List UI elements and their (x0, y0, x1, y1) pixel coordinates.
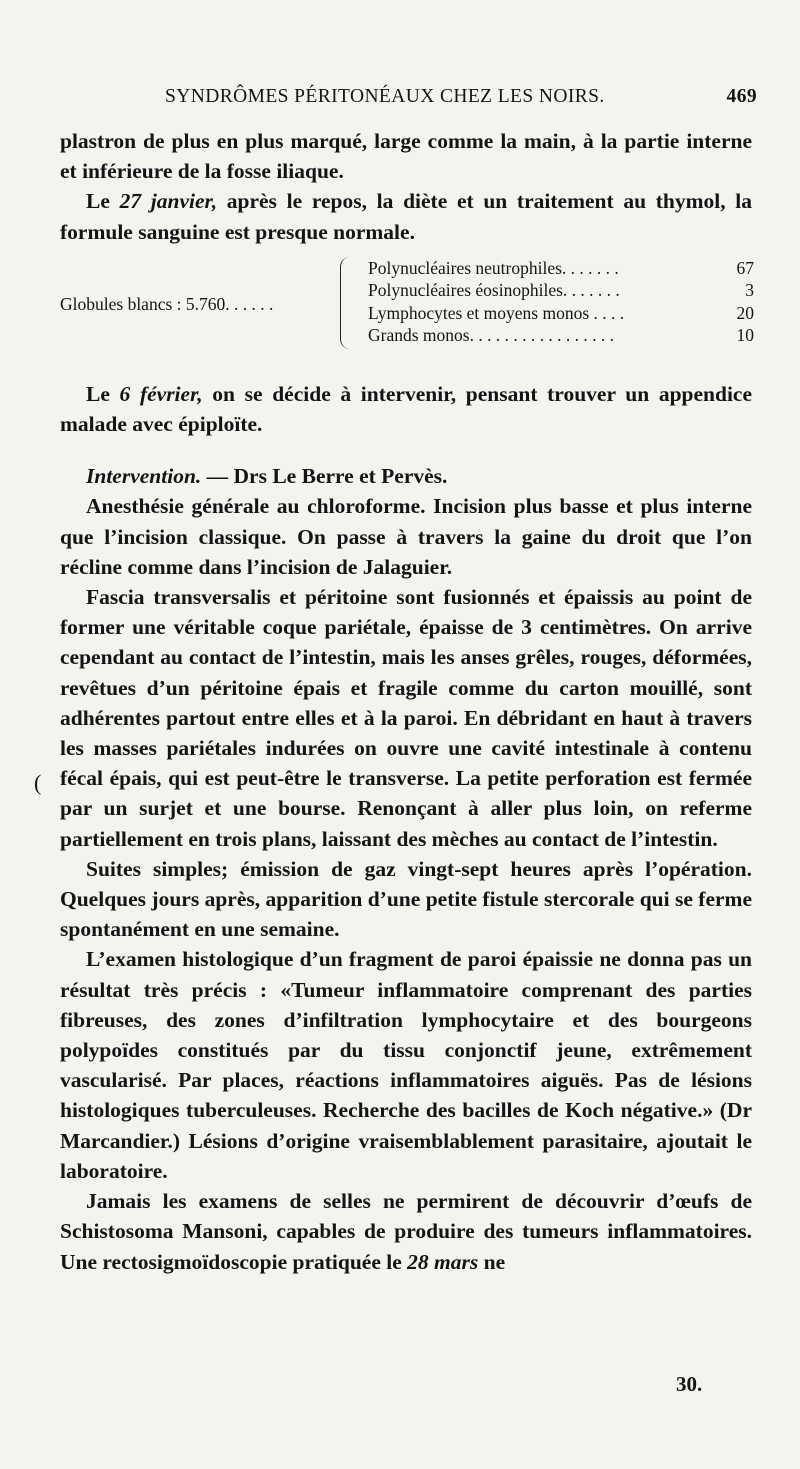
margin-mark: ( (34, 770, 42, 795)
formula-row-value: 3 (745, 280, 754, 301)
date-28-mars: 28 mars (407, 1249, 479, 1274)
running-header (165, 86, 757, 108)
paragraph-5: Anesthésie générale au chloroforme. Incision plus basse et plus interne que l’incision classique. On passe à travers la gaine du droit que l’on récline comme dans l’incision de Jalaguier. (60, 494, 752, 579)
para4-rest: — Drs Le Berre et Pervès. (201, 464, 448, 489)
body-text (60, 126, 752, 1277)
paragraph-8: L’examen histologique d’un fragment de paroi épaissie ne donna pas un résultat très précis : «Tumeur inflammatoire comprenant des parties fibreuses, des zones d’infiltration lymphocytaire et des bourgeons polypoïdes constitués par du tissu conjonctif jeune, extrêmement vascularisé. Par places, réactions inflammatoires aiguës. Pas de lésions histologiques tuberculeuses. Recherche des bacilles de Koch négative.» (Dr Marcandier.) Lésions d’origine vraisemblablement parasitaire, ajoutait le laboratoire. (60, 947, 752, 1183)
date-27-janvier: 27 janvier, (119, 189, 218, 214)
formula-row-name: Polynucléaires neutrophiles. . . . . . . (368, 257, 619, 278)
formula-row (368, 324, 754, 347)
formula-row-name: Lymphocytes et moyens monos . . . . (368, 302, 625, 323)
paragraph-6: Fascia transversalis et péritoine sont fusionnés et épaissis au point de former une véritable coque pariétale, épaisse de 3 centimètres. On arrive cependant au contact de l’intestin, mais les anses grêles, rouges, déformées, revêtues d’un péritoine épais et fragile comme du carton mouillé, sont adhérentes partout entre elles et à la paroi. En débridant en haut à travers les masses pariétales indurées on ouvre une cavité intestinale à contenu fécal épais, qui est peut-être le transverse. La petite perforation est fermée par un surjet et une bourse. Renonçant à aller plus loin, on referme partiellement en trois plans, laissant des mèches au contact de l’intestin. (60, 585, 752, 851)
formula-row (368, 279, 754, 302)
blood-formula (60, 257, 752, 367)
formula-row-value: 20 (736, 302, 754, 323)
para9-start: Jamais les examens de selles ne permirent de découvrir d’œufs de Schistosoma Mansoni, capables de produire des tumeurs inflammatoires. Une rectosigmoïdoscopie pratiquée le (60, 1189, 752, 1274)
running-title: SYNDRÔMES PÉRITONÉAUX CHEZ LES NOIRS. (165, 86, 605, 107)
para3-start: Le (86, 381, 120, 406)
date-6-fevrier: 6 février, (119, 381, 203, 406)
formula-rows (368, 257, 754, 347)
formula-label: Globules blancs : 5.760. . . . . . (60, 293, 274, 314)
paragraph-3 (60, 379, 752, 439)
paragraph-1: plastron de plus en plus marqué, large comme la main, à la partie interne et inférieure de la fosse iliaque. (60, 129, 752, 184)
formula-row-name: Grands monos. . . . . . . . . . . . . . . . . (368, 325, 614, 346)
para9-rest: ne (478, 1249, 506, 1274)
signature-mark: 30. (676, 1372, 703, 1396)
page-number: 469 (726, 86, 757, 107)
intervention-label: Intervention. (86, 464, 202, 489)
para2-start: Le (86, 189, 120, 214)
para2-rest: après le repos, la diète et un traitement au thymol, la formule sanguine est presque normale. (60, 189, 753, 244)
paragraph-4 (60, 461, 752, 491)
formula-row-value: 10 (736, 325, 754, 346)
formula-row-value: 67 (736, 257, 754, 278)
brace (340, 257, 351, 349)
paragraph-7: Suites simples; émission de gaz vingt-sept heures après l’opération. Quelques jours après, apparition d’une petite fistule stercorale qui se ferme spontanément en une semaine. (60, 856, 752, 942)
para3-rest: on se décide à intervenir, pensant trouver un appendice malade avec épiploïte. (60, 381, 753, 437)
paragraph-2 (60, 186, 752, 246)
formula-row-name: Polynucléaires éosinophiles. . . . . . . (368, 280, 620, 301)
paragraph-9 (60, 1186, 752, 1277)
formula-row (368, 302, 754, 325)
formula-row (368, 257, 754, 280)
